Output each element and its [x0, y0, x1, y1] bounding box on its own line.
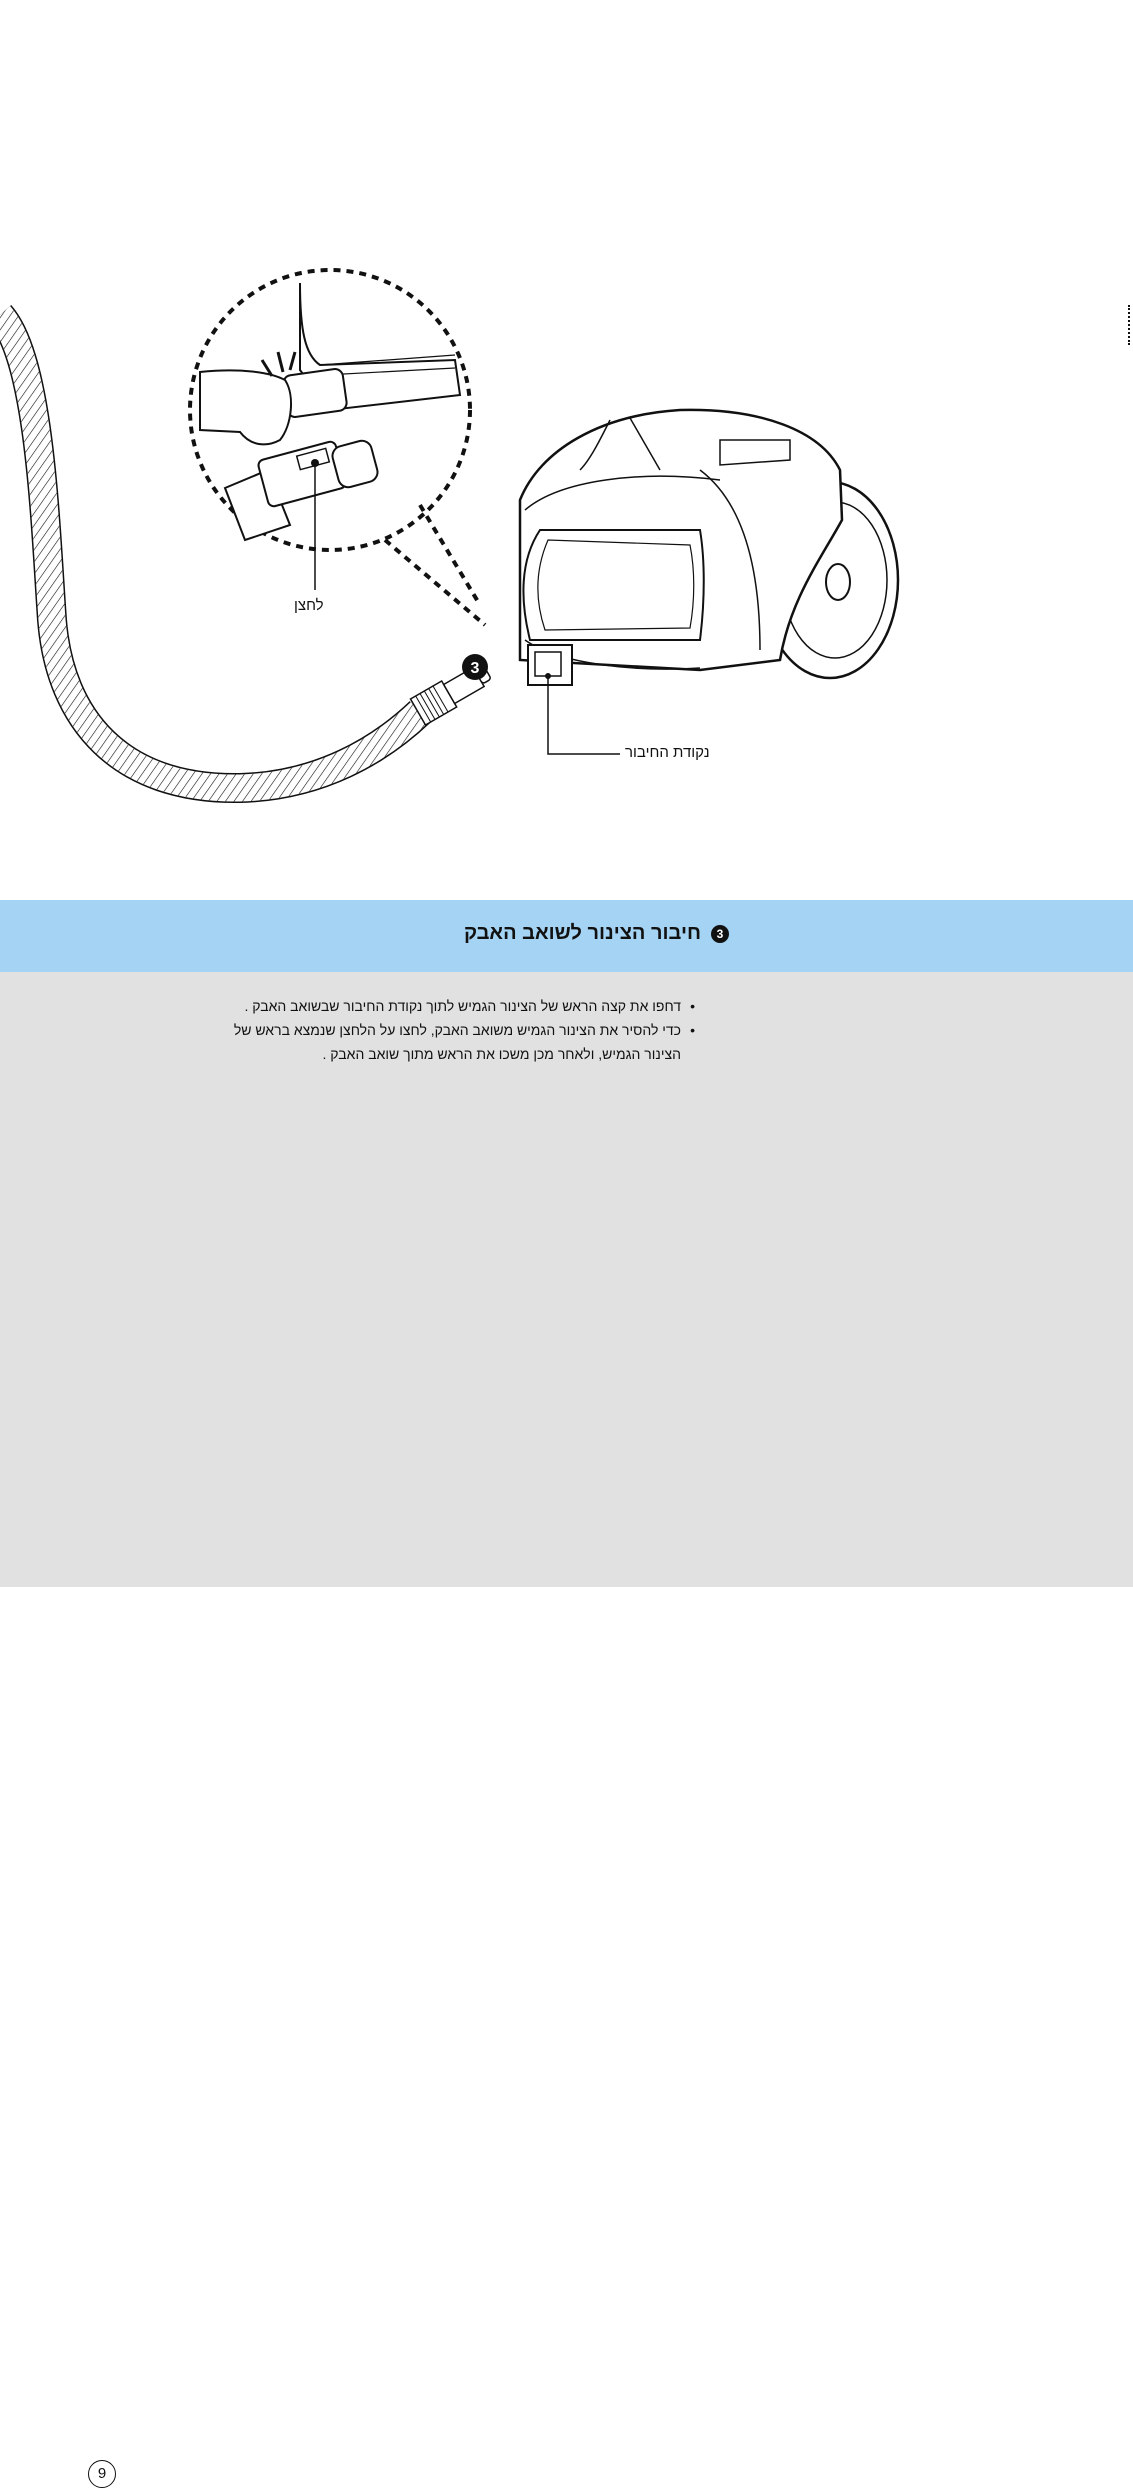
- illustration: [0, 0, 1133, 900]
- vacuum-hose-illustration: [0, 0, 1133, 900]
- page-number: 9: [88, 2460, 116, 2488]
- zoom-detail: [190, 270, 485, 625]
- section-title-text: חיבור הצינור לשואב האבק: [463, 922, 701, 944]
- button-callout-label: לחצן: [294, 597, 324, 614]
- step-number-badge: 3: [711, 925, 729, 943]
- instructions-panel: [0, 972, 1133, 2482]
- svg-text:3: 3: [470, 660, 480, 677]
- vacuum-cleaner-body: [520, 410, 898, 754]
- instruction-list: [195, 994, 695, 1066]
- instruction-item: • דחפו את קצה הראש של הצינור הגמיש לתוך נקודת החיבור שבשואב האבק .: [195, 994, 695, 1018]
- step-badge: [462, 654, 488, 680]
- section-banner: [0, 900, 1133, 972]
- page-edge-mark: [1128, 305, 1133, 345]
- connection-point-callout-label: נקודת החיבור: [625, 744, 710, 761]
- instruction-item: • כדי להסיר את הצינור הגמיש משואב האבק, לחצו על הלחצן שנמצא בראש של הצינור הגמיש, ולאחר מכן משכו את הראש מתוך שואב האבק .: [195, 1018, 695, 1066]
- section-title: [464, 922, 729, 945]
